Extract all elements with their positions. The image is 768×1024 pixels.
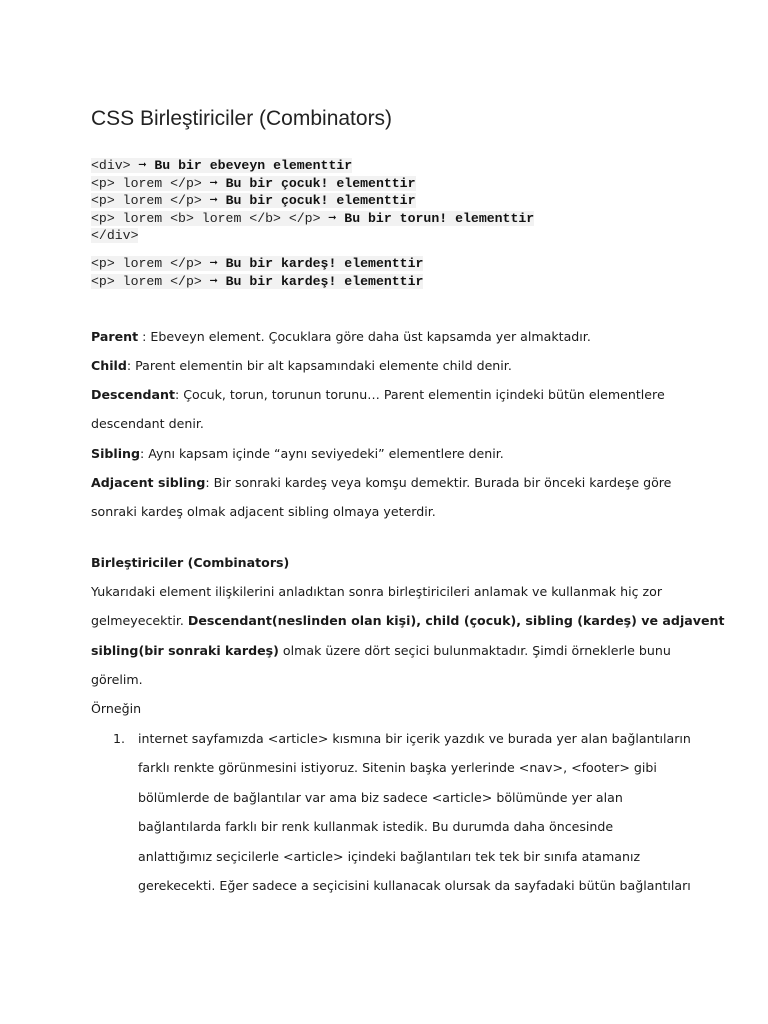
- code-snippet: <p> lorem </p>: [91, 175, 202, 191]
- code-line: [91, 175, 534, 193]
- definition-text: : Parent elementin bir alt kapsamındaki elemente child denir.: [126, 358, 512, 373]
- code-line: [91, 210, 534, 228]
- term-adjacent-sibling: Adjacent sibling: [91, 475, 206, 490]
- definition-text: : Ebeveyn element. Çocuklara göre daha üst kapsamda yer almaktadır.: [138, 329, 591, 344]
- code-snippet: <p> lorem </p>: [91, 256, 202, 271]
- term-parent: Parent: [91, 329, 139, 344]
- arrow-icon: ➞: [201, 256, 226, 271]
- term-sibling: Sibling: [91, 446, 141, 461]
- code-description: Bu bir kardeş! elementtir: [225, 256, 424, 271]
- definition-text: descendant denir.: [91, 416, 204, 432]
- intro-line: Yukarıdaki element ilişkilerini anladıktan sonra birleştiricileri anlamak ve kullanmak hiç zor: [91, 584, 662, 599]
- list-item: [138, 724, 698, 900]
- list-item-line: farklı renkte görünmesini istiyoruz. Sitenin başka yerlerinde <nav>, <footer> gibi: [138, 760, 657, 776]
- definition-parent: [91, 322, 691, 351]
- definition-text: sonraki kardeş olmak adjacent sibling olmaya yeterdir.: [91, 504, 436, 520]
- section-heading: [91, 548, 691, 577]
- definition-child: [91, 351, 691, 380]
- intro-text: olmak üzere dört seçici bulunmaktadır. Şimdi örneklerle bunu: [278, 642, 671, 658]
- code-snippet: <div>: [91, 158, 131, 173]
- list-item-line: bağlantılarda farklı bir renk kullanmak istedik. Bu durumda daha öncesinde: [138, 819, 614, 835]
- definition-sibling: [91, 439, 691, 468]
- code-line: [91, 227, 534, 245]
- list-item-line: anlattığımız seçicilerle <article> içindeki bağlantıları tek tek bir sınıfa atamanız: [138, 848, 641, 864]
- code-line: [91, 157, 534, 175]
- code-description: Bu bir torun! elementtir: [344, 210, 535, 226]
- code-description: Bu bir çocuk! elementtir: [225, 193, 416, 208]
- term-descendant: Descendant: [91, 387, 175, 402]
- code-description: Bu bir çocuk! elementtir: [225, 175, 416, 191]
- arrow-icon: ➞: [201, 193, 226, 208]
- code-line: [91, 192, 534, 210]
- code-snippet: <p> lorem <b> lorem </b> </p>: [91, 210, 321, 226]
- definition-text: : Aynı kapsam içinde “aynı seviyedeki” elementlere denir.: [140, 446, 504, 461]
- list-item-line: bölümlerde de bağlantılar var ama biz sadece <article> bölümünde yer alan: [138, 789, 623, 805]
- arrow-icon: ➞: [201, 175, 226, 191]
- code-snippet: <p> lorem </p>: [91, 273, 202, 289]
- code-snippet: </div>: [91, 228, 139, 243]
- example-label: Örneğin: [91, 701, 142, 716]
- code-block-family: [91, 157, 534, 245]
- arrow-icon: ➞: [130, 158, 155, 173]
- definition-text: : Bir sonraki kardeş veya komşu demektir. Burada bir önceki kardeşe göre: [205, 475, 672, 490]
- definition-adjacent-sibling: [91, 468, 691, 527]
- code-line: [91, 255, 423, 273]
- intro-line: [91, 636, 691, 665]
- list-item-line: gerekecekti. Eğer sadece a seçicisini kullanacak olursak da sayfadaki bütün bağlantıları: [138, 878, 691, 894]
- list-item-line: internet sayfamızda <article> kısmına bir içerik yazdık ve burada yer alan bağlantıların: [138, 731, 691, 746]
- code-snippet: <p> lorem </p>: [91, 193, 202, 208]
- section-heading-text: Birleştiriciler (Combinators): [91, 555, 290, 570]
- intro-line: görelim.: [91, 672, 143, 688]
- intro-bold-text: sibling(bir sonraki kardeş): [91, 642, 279, 658]
- list-number: 1.: [113, 731, 126, 746]
- intro-text: gelmeyecektir.: [91, 613, 188, 629]
- page-title: CSS Birleştiriciler (Combinators): [91, 107, 393, 130]
- intro-bold-text: Descendant(neslinden olan kişi), child (çocuk), sibling (kardeş) ve adjavent: [187, 613, 725, 629]
- code-description: Bu bir ebeveyn elementtir: [154, 158, 353, 173]
- term-child: Child: [91, 358, 127, 373]
- code-block-siblings: [91, 255, 423, 290]
- arrow-icon: ➞: [320, 210, 345, 226]
- code-description: Bu bir kardeş! elementtir: [225, 273, 424, 289]
- intro-line: [91, 606, 725, 635]
- definition-text: : Çocuk, torun, torunun torunu… Parent elementin içindeki bütün elementlere: [174, 387, 665, 402]
- definition-descendant: [91, 380, 691, 439]
- arrow-icon: ➞: [201, 273, 226, 289]
- intro-paragraph: [91, 577, 725, 695]
- code-line: [91, 273, 423, 291]
